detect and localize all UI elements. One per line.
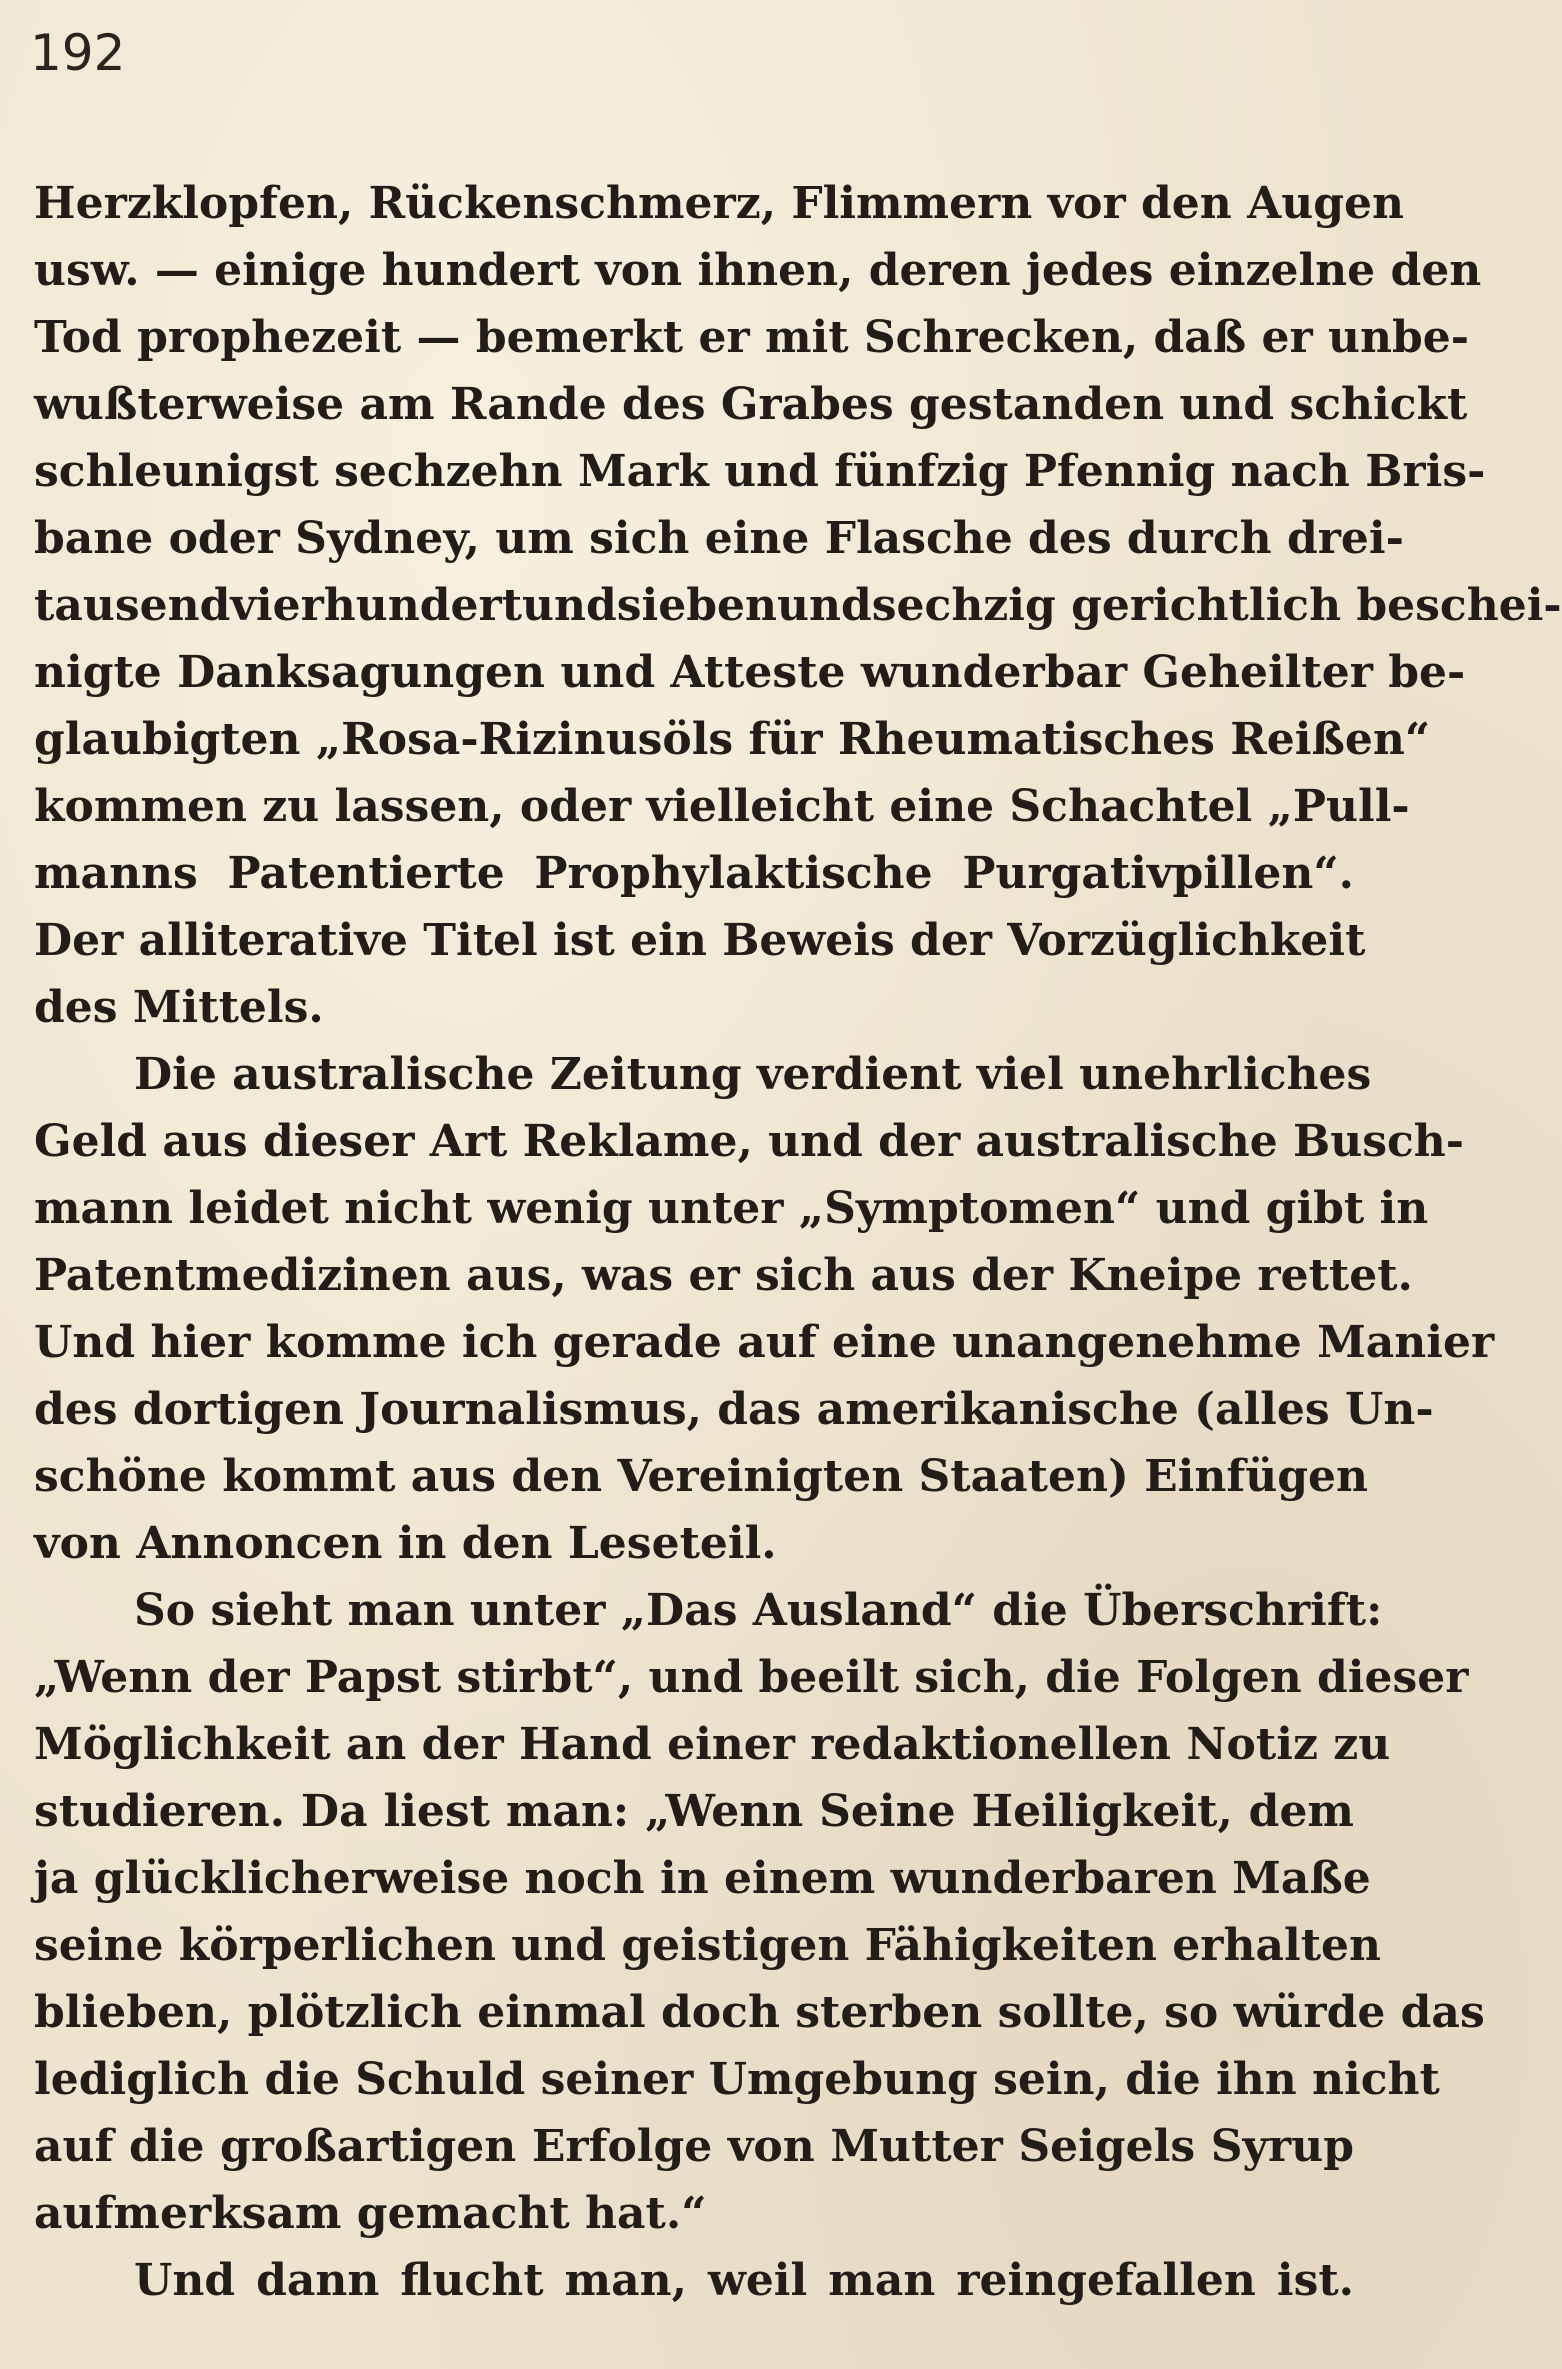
text-line: Und hier komme ich gerade auf eine unangenehme Manier: [34, 1317, 1495, 1368]
text-line: schleunigst sechzehn Mark und fünfzig Pfennig nach Bris-: [34, 446, 1486, 497]
text-line: mann leidet nicht wenig unter „Symptomen“ und gibt in: [34, 1183, 1429, 1234]
text-line: auf die großartigen Erfolge von Mutter Seigels Syrup: [34, 2121, 1354, 2172]
text-line: Und dann flucht man, weil man reingefallen ist.: [134, 2255, 1354, 2306]
text-line: tausendvierhundertundsiebenundsechzig gerichtlich beschei-: [34, 580, 1562, 631]
text-line: Patentmedizinen aus, was er sich aus der Kneipe rettet.: [34, 1250, 1413, 1301]
text-line: von Annoncen in den Leseteil.: [34, 1518, 777, 1569]
body-text: [34, 170, 1562, 2314]
text-line: ja glücklicherweise noch in einem wunderbaren Maße: [34, 1853, 1371, 1904]
text-line: studieren. Da liest man: „Wenn Seine Heiligkeit, dem: [34, 1786, 1354, 1837]
text-line: Herzklopfen, Rückenschmerz, Flimmern vor den Augen: [34, 178, 1404, 229]
text-line: des Mittels.: [34, 982, 324, 1033]
text-line: Tod prophezeit — bemerkt er mit Schrecken, daß er unbe-: [34, 312, 1470, 363]
text-line: „Wenn der Papst stirbt“, und beeilt sich, die Folgen dieser: [34, 1652, 1469, 1703]
text-line: Geld aus dieser Art Reklame, und der australische Busch-: [34, 1116, 1465, 1167]
text-line: aufmerksam gemacht hat.“: [34, 2188, 707, 2239]
text-line: glaubigten „Rosa-Rizinusöls für Rheumatisches Reißen“: [34, 714, 1431, 765]
text-line: bane oder Sydney, um sich eine Flasche des durch drei-: [34, 513, 1404, 564]
text-line: lediglich die Schuld seiner Umgebung sein, die ihn nicht: [34, 2054, 1440, 2105]
text-line: kommen zu lassen, oder vielleicht eine Schachtel „Pull-: [34, 781, 1410, 832]
text-line: nigte Danksagungen und Atteste wunderbar Geheilter be-: [34, 647, 1466, 698]
text-line: schöne kommt aus den Vereinigten Staaten) Einfügen: [34, 1451, 1369, 1502]
page-number: 192: [30, 24, 126, 82]
text-line: usw. — einige hundert von ihnen, deren jedes einzelne den: [34, 245, 1482, 296]
text-line: wußterweise am Rande des Grabes gestanden und schickt: [34, 379, 1468, 430]
text-line: So sieht man unter „Das Ausland“ die Überschrift:: [134, 1585, 1383, 1636]
text-line: manns Patentierte Prophylaktische Purgativpillen“.: [34, 848, 1354, 899]
text-line: Die australische Zeitung verdient viel unehrliches: [134, 1049, 1372, 1100]
text-line: Möglichkeit an der Hand einer redaktionellen Notiz zu: [34, 1719, 1391, 1770]
text-line: des dortigen Journalismus, das amerikanische (alles Un-: [34, 1384, 1434, 1435]
text-line: Der alliterative Titel ist ein Beweis der Vorzüglichkeit: [34, 915, 1366, 966]
text-line: seine körperlichen und geistigen Fähigkeiten erhalten: [34, 1920, 1382, 1971]
text-line: blieben, plötzlich einmal doch sterben sollte, so würde das: [34, 1987, 1485, 2038]
